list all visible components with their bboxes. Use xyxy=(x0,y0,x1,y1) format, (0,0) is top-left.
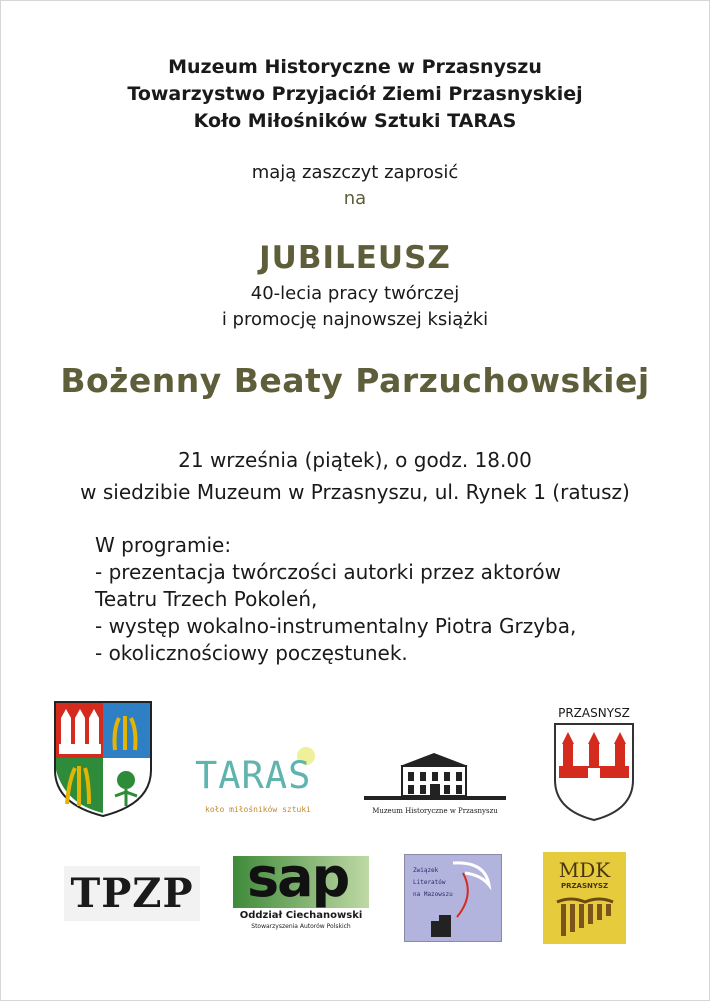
jubilee-title: JUBILEUSZ xyxy=(259,240,451,276)
program-heading: W programie: xyxy=(95,533,232,557)
zwiazek-literatow-logo xyxy=(404,854,502,942)
mdk-logo xyxy=(543,852,626,944)
organizer-tpzp: Towarzystwo Przyjaciół Ziemi Przasnyskiej xyxy=(127,83,583,105)
program-item: - prezentacja twórczości autorki przez aktorów xyxy=(95,560,561,584)
museum-building-icon xyxy=(362,752,508,806)
mdk-subtitle: PRZASNYSZ xyxy=(560,882,609,890)
museum-logo xyxy=(362,752,508,822)
sap-logo xyxy=(233,846,369,934)
program-item: - okolicznościowy poczęstunek. xyxy=(95,641,408,665)
jubilee-line2: i promocję najnowszej książki xyxy=(221,309,489,330)
program-item: - występ wokalno-instrumentalny Piotra Grzyba, xyxy=(95,614,577,638)
invite-na: na xyxy=(343,188,367,209)
red-towers-icon xyxy=(553,722,635,822)
program-item: Teatru Trzech Pokoleń, xyxy=(95,587,318,611)
mdk-wordmark: MDK xyxy=(558,858,611,882)
tpzp-logo: TPZP xyxy=(64,866,200,921)
sap-caption-2: Stowarzyszenia Autorów Polskich xyxy=(251,923,351,930)
event-venue: w siedzibie Muzeum w Przasnyszu, ul. Rynek 1 (ratusz) xyxy=(80,480,630,504)
county-coat-of-arms-logo xyxy=(53,700,153,818)
organizer-taras: Koło Miłośników Sztuki TARAS xyxy=(193,110,517,132)
przasnysz-arms-logo xyxy=(548,706,640,824)
invite-line: mają zaszczyt zaprosić xyxy=(251,162,459,183)
quill-icon xyxy=(405,855,501,941)
organizers xyxy=(0,54,710,135)
taras-logo xyxy=(193,746,333,822)
program xyxy=(95,532,576,667)
jubilee-line1: 40-lecia pracy twórczej xyxy=(250,283,460,304)
taras-wordmark: TARAS xyxy=(195,754,312,797)
taras-subtitle: koło miłośników sztuki xyxy=(205,805,311,814)
sap-wordmark: sap xyxy=(247,846,349,909)
museum-caption: Muzeum Historyczne w Przasnyszu xyxy=(372,807,498,815)
przasnysz-label: PRZASNYSZ xyxy=(558,706,630,720)
sap-caption-1: Oddział Ciechanowski xyxy=(239,910,363,921)
organizer-museum: Muzeum Historyczne w Przasnyszu xyxy=(168,56,542,78)
pan-flute-icon xyxy=(551,894,619,940)
author-name: Bożenny Beaty Parzuchowskiej xyxy=(60,361,650,400)
zwiazek-text: Związek Literatów na Mazowszu xyxy=(413,867,453,898)
event-date: 21 września (piątek), o godz. 18.00 xyxy=(178,448,532,472)
